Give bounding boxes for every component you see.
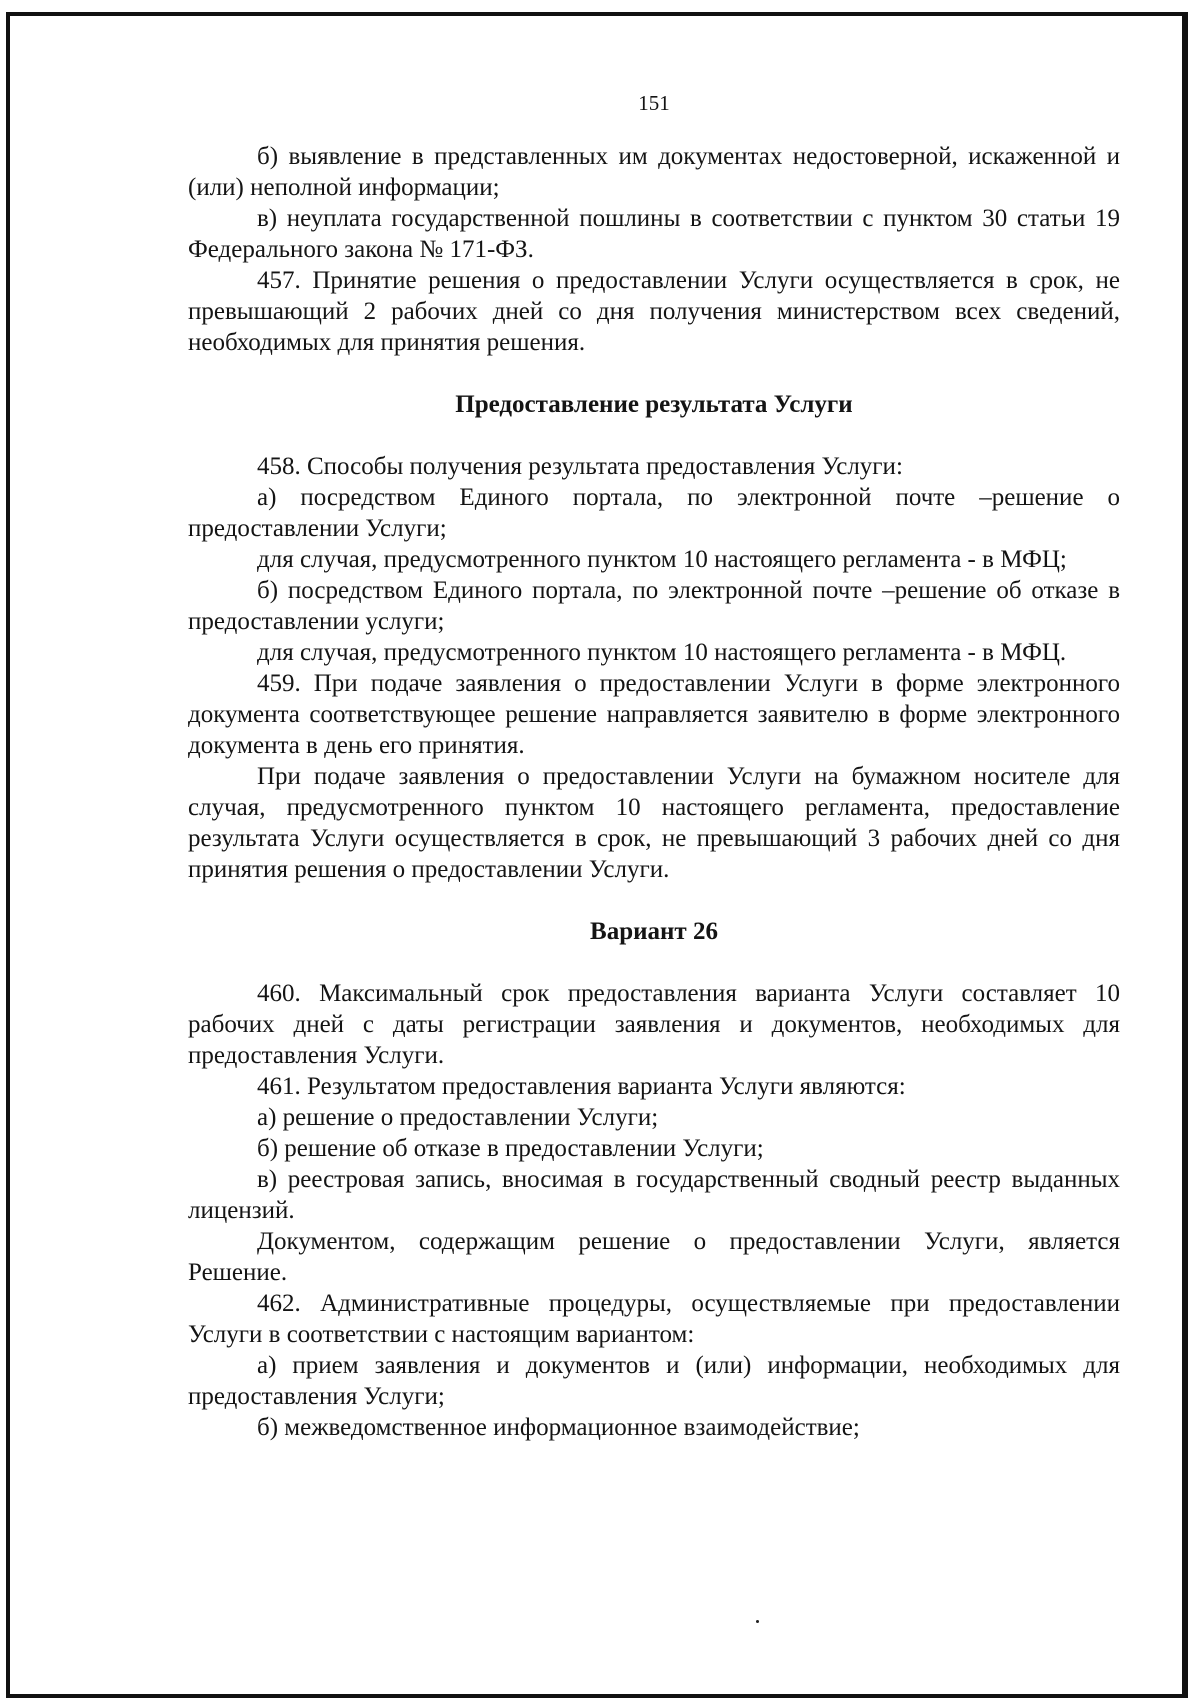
document-page [188, 90, 1120, 1443]
paragraph: б) посредством Единого портала, по электронной почте –решение об отказе в предоставлении услуги; [188, 577, 1120, 635]
paragraph: б) межведомственное информационное взаимодействие; [257, 1414, 860, 1441]
paragraph: б) выявление в представленных им документах недостоверной, искаженной и (или) неполной информации; [188, 143, 1120, 201]
section-variant [188, 978, 1120, 1443]
paragraph: 459. При подаче заявления о предоставлении Услуги в форме электронного документа соответствующее решение направляется заявителю в форме электронного документа в день его принятия. [188, 670, 1120, 759]
paragraph: 457. Принятие решения о предоставлении Услуги осуществляется в срок, не превышающий 2 рабочих дней со дня получения министерством всех сведений, необходимых для принятия решения. [188, 267, 1120, 356]
paragraph: для случая, предусмотренного пунктом 10 настоящего регламента - в МФЦ; [257, 546, 1067, 573]
paragraph: а) прием заявления и документов и (или) информации, необходимых для предоставления Услуги; [188, 1352, 1120, 1410]
paragraph: а) решение о предоставлении Услуги; [257, 1104, 659, 1131]
paragraph: 460. Максимальный срок предоставления варианта Услуги составляет 10 рабочих дней с даты регистрации заявления и документов, необходимых для предоставления Услуги. [188, 980, 1120, 1069]
paragraph: 461. Результатом предоставления варианта Услуги являются: [257, 1073, 906, 1100]
paragraph: 458. Способы получения результата предоставления Услуги: [257, 453, 903, 480]
paragraph: б) решение об отказе в предоставлении Услуги; [257, 1135, 764, 1162]
page-number: 151 [638, 91, 670, 115]
scan-speck [756, 1620, 759, 1623]
section-intro [188, 141, 1120, 358]
paragraph: Документом, содержащим решение о предоставлении Услуги, является Решение. [188, 1228, 1120, 1286]
paragraph: При подаче заявления о предоставлении Услуги на бумажном носителе для случая, предусмотренного пунктом 10 настоящего регламента, предоставление результата Услуги осуществляется в срок, не превышающий 3 рабочих дней со дня принятия решения о предоставлении Услуги. [188, 763, 1120, 883]
paragraph: для случая, предусмотренного пунктом 10 настоящего регламента - в МФЦ. [257, 639, 1067, 666]
section-heading-result: Предоставление результата Услуги [455, 391, 853, 418]
paragraph: в) реестровая запись, вносимая в государственный сводный реестр выданных лицензий. [188, 1166, 1120, 1224]
section-heading-variant: Вариант 26 [590, 918, 718, 945]
paragraph: 462. Административные процедуры, осуществляемые при предоставлении Услуги в соответствии с настоящим вариантом: [188, 1290, 1120, 1348]
paragraph: а) посредством Единого портала, по электронной почте –решение о предоставлении Услуги; [188, 484, 1120, 542]
paragraph: в) неуплата государственной пошлины в соответствии с пунктом 30 статьи 19 Федерального закона № 171-ФЗ. [188, 205, 1120, 263]
section-result [188, 451, 1120, 885]
